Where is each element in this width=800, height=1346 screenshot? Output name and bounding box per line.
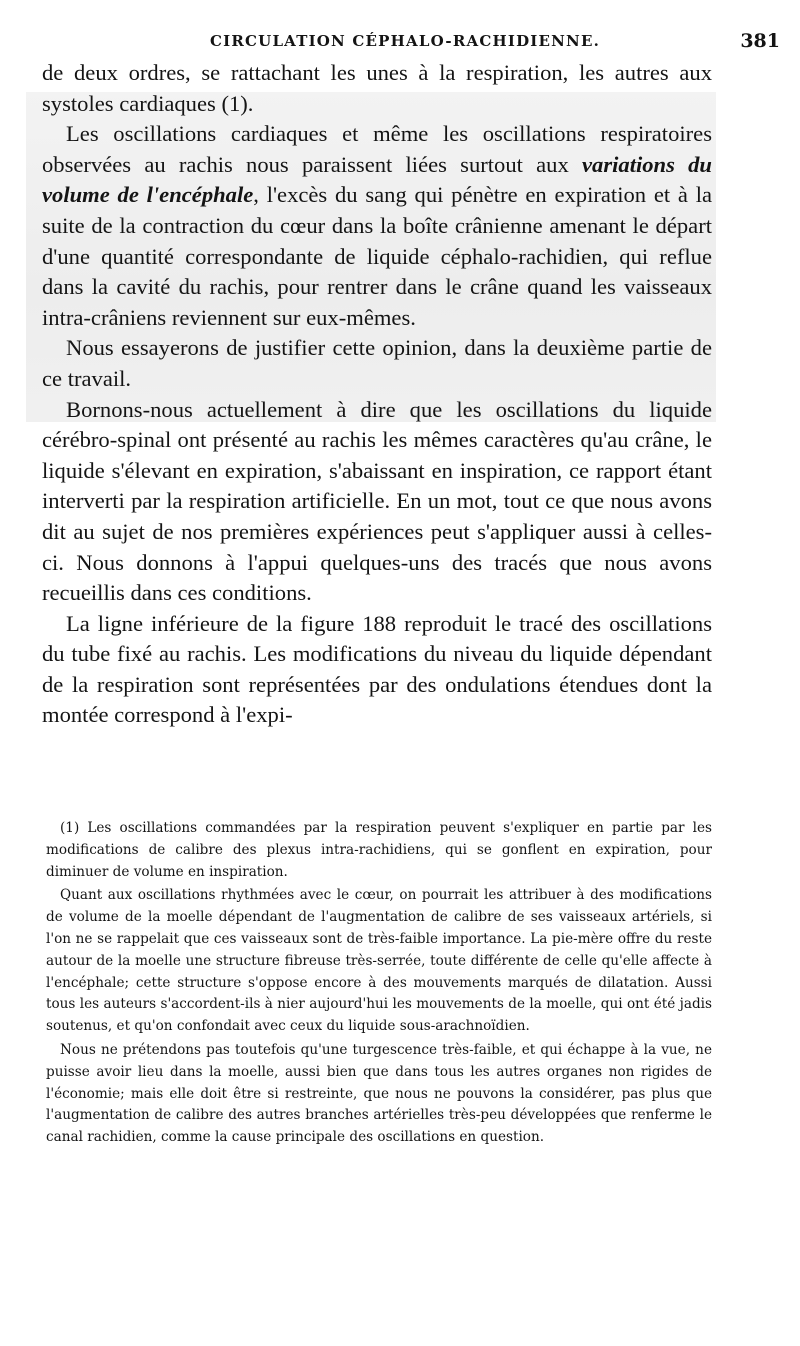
running-head <box>210 28 780 52</box>
footnote-1: (1) Les oscillations commandées par la respiration peuvent s'expliquer en partie par les modifications de calibre des plexus intra-rachidiens, qui se gonflent en expiration, pour diminuer de volume en inspiration. <box>46 820 712 880</box>
paragraph-4: Bornons-nous actuellement à dire que les oscillations du liquide cérébro-spinal ont présenté au rachis les mêmes caractères qu'au crâne, le liquide s'élevant en expiration, s'abaissant en inspiration, ce rapport étant interverti par la respiration artificielle. En un mot, tout ce que nous avons dit au sujet de nos premières expériences peut s'appliquer aussi à celles-ci. Nous donnons à l'appui quelques-uns des tracés que nous avons recueillis dans ces conditions. <box>42 396 712 606</box>
running-title: CIRCULATION CÉPHALO-RACHIDIENNE. <box>210 32 600 50</box>
paragraph-2 <box>42 119 712 333</box>
paragraph-1: de deux ordres, se rattachant les unes à la respiration, les autres aux systoles cardiaques (1). <box>42 60 712 116</box>
paragraph-3: Nous essayerons de justifier cette opinion, dans la deuxième partie de ce travail. <box>42 335 712 391</box>
paragraph-2-start: Les oscillations cardiaques et même les oscillations respiratoires observées au rachis nous paraissent liées surtout aux <box>42 121 712 177</box>
paragraph-5: La ligne inférieure de la figure 188 reproduit le tracé des oscillations du tube fixé au rachis. Les modifications du niveau du liquide dépendant de la respiration sont représentées par des ondulations étendues dont la montée correspond à l'expi- <box>42 610 712 728</box>
emphasis-phrase: variations du volume de l'encéphale <box>42 151 712 208</box>
main-text <box>42 58 712 731</box>
footnotes <box>46 818 712 1149</box>
footnote-2: Quant aux oscillations rhythmées avec le cœur, on pourrait les attribuer à des modifications de volume de la moelle dépendant de l'augmentation de calibre de ses vaisseaux artériels, si l'on ne se rappelait que ces vaisseaux sont de très-faible importance. La pie-mère offre du reste autour de la moelle une structure fibreuse très-serrée, toute différente de celle qu'elle affecte à l'encéphale; cette structure s'oppose encore à des mouvements marqués de dilatation. Aussi tous les auteurs s'accordent-ils à nier aujourd'hui les mouvements de la moelle, qui ont été jadis soutenus, et qu'on confondait avec ceux du liquide sous-arachnoïdien. <box>46 887 712 1035</box>
footnote-3: Nous ne prétendons pas toutefois qu'une turgescence très-faible, et qui échappe à la vue, ne puisse avoir lieu dans la moelle, aussi bien que dans tous les autres organes non rigides de l'économie; mais elle doit être si restreinte, que nous ne pouvons la considérer, pas plus que l'augmentation de calibre des autres branches artérielles très-peu développées que renferme le canal rachidien, comme la cause principale des oscillations en question. <box>46 1041 712 1146</box>
page-number: 381 <box>740 30 780 52</box>
paragraph-2-end: , l'excès du sang qui pénètre en expiration et à la suite de la contraction du cœur dans la boîte crânienne amenant le départ d'une quantité correspondante de liquide céphalo-rachidien, qui reflue dans la cavité du rachis, pour rentrer dans le crâne quand les vaisseaux intra-crâniens reviennent sur eux-mêmes. <box>42 182 713 330</box>
